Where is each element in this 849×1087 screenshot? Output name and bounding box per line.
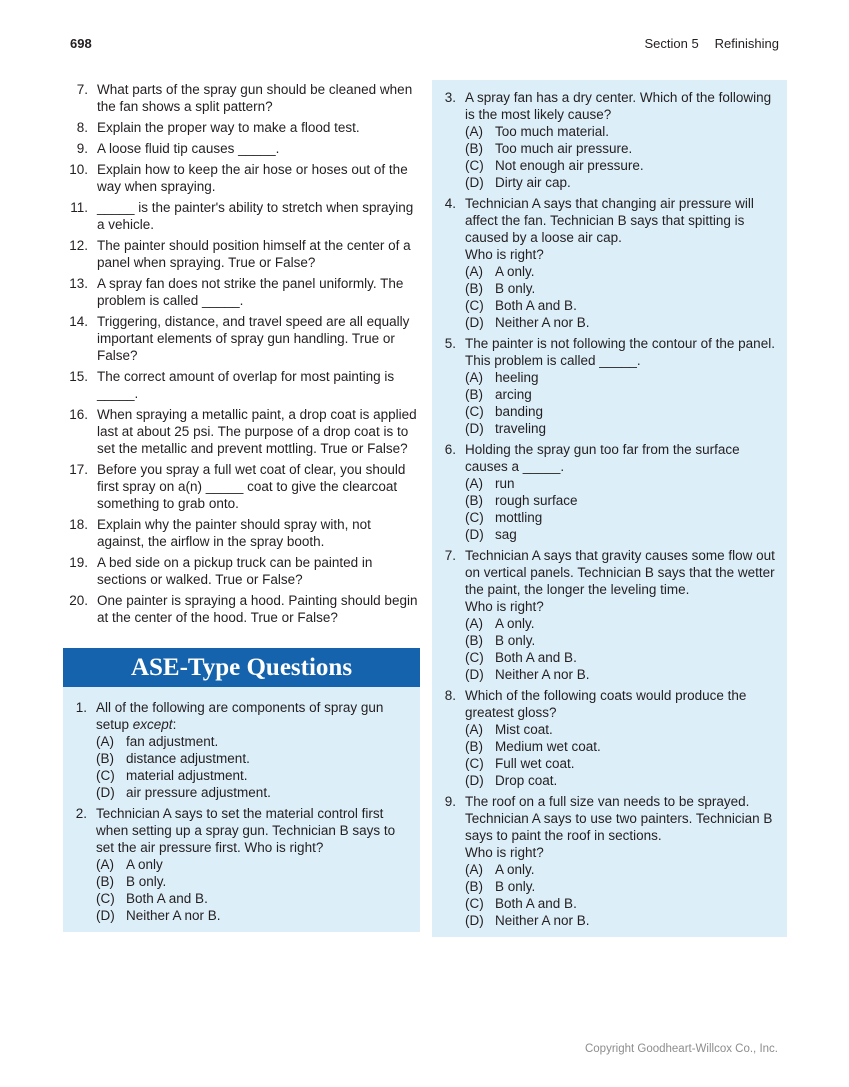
question-text: The correct amount of overlap for most painting is _____. [97,369,395,401]
answer-options [465,615,781,683]
answer-option [465,615,781,632]
option-text: Too much material. [495,124,610,139]
answer-option [465,738,781,755]
question-text: Technician A says that changing air pressure will affect the fan. Technician B says that spitting is caused by a loose air cap. Who is right? [465,196,754,262]
option-text: Neither A nor B. [495,913,590,928]
question-number: 15. [69,369,88,384]
question-body [97,275,420,309]
question-number: 7. [76,82,88,97]
question-number: 13. [69,276,88,291]
answer-options [96,733,412,801]
answer-options [465,721,781,789]
option-letter: (C) [465,896,484,911]
review-question [63,368,420,402]
option-text: traveling [495,421,547,436]
question-number: 6. [444,442,456,457]
question-body [465,441,781,543]
ase-question [438,441,781,543]
question-body [97,516,420,550]
review-question [63,461,420,512]
answer-option [465,912,781,929]
question-number: 1. [75,700,87,715]
question-number: 9. [444,794,456,809]
option-text: material adjustment. [126,768,248,783]
option-letter: (A) [465,264,483,279]
question-number: 2. [75,806,87,821]
question-body [465,195,781,331]
option-letter: (B) [465,633,483,648]
review-question [63,592,420,626]
question-body [96,699,412,801]
option-text: Mist coat. [495,722,553,737]
question-number: 8. [76,120,88,135]
question-text: A bed side on a pickup truck can be painted in sections or walked. True or False? [97,555,373,587]
question-text: The roof on a full size van needs to be sprayed. Technician A says to use two painters. Technician B says to paint the roof in sections. Who is right? [465,794,773,860]
option-letter: (C) [465,158,484,173]
answer-option [96,907,412,924]
option-text: distance adjustment. [126,751,250,766]
section-label: Section 5 [644,36,699,51]
answer-option [465,721,781,738]
option-letter: (D) [465,175,484,190]
answer-option [465,666,781,683]
option-text: Dirty air cap. [495,175,571,190]
option-text: Both A and B. [495,650,577,665]
answer-option [465,475,781,492]
question-body [97,199,420,233]
option-text: A only [126,857,163,872]
answer-option [465,772,781,789]
option-letter: (A) [465,616,483,631]
question-body [97,313,420,364]
question-number: 18. [69,517,88,532]
question-number: 12. [69,238,88,253]
question-body [96,805,412,924]
option-letter: (D) [96,908,115,923]
option-letter: (A) [96,734,114,749]
option-letter: (B) [465,879,483,894]
answer-option [465,403,781,420]
answer-option [465,263,781,280]
question-body [97,461,420,512]
answer-option [96,784,412,801]
option-text: Both A and B. [126,891,208,906]
answer-option [465,123,781,140]
option-letter: (C) [465,404,484,419]
question-text: The painter should position himself at the center of a panel when spraying. True or False? [97,238,411,270]
option-text: rough surface [495,493,578,508]
question-text: Triggering, distance, and travel speed are all equally important elements of spray gun handling. True or False? [97,314,410,363]
question-text: Explain why the painter should spray with, not against, the airflow in the spray booth. [97,517,371,549]
copyright-notice: Copyright Goodheart-Willcox Co., Inc. [584,1043,778,1055]
question-text: Explain the proper way to make a flood test. [97,120,360,135]
question-body [97,406,420,457]
ase-question [438,793,781,929]
option-letter: (C) [96,768,115,783]
question-text: Which of the following coats would produce the greatest gloss? [465,688,747,720]
ase-question [69,699,412,801]
question-body [465,89,781,191]
option-text: A only. [495,616,535,631]
option-letter: (B) [465,281,483,296]
answer-option [465,420,781,437]
option-text: Neither A nor B. [495,315,590,330]
question-text: A spray fan does not strike the panel uniformly. The problem is called _____. [97,276,404,308]
option-text: B only. [495,281,536,296]
option-letter: (D) [465,421,484,436]
question-text: Technician A says that gravity causes some flow out on vertical panels. Technician B says that the wetter the paint, the longer the leveling time. Who is right? [465,548,775,614]
ase-left-panel [63,687,420,932]
question-body [97,119,420,136]
option-text: fan adjustment. [126,734,219,749]
review-question [63,406,420,457]
option-letter: (D) [96,785,115,800]
answer-option [465,314,781,331]
review-question [63,199,420,233]
answer-options [465,861,781,929]
question-body [465,793,781,929]
answer-options [465,475,781,543]
option-letter: (B) [96,874,114,889]
option-letter: (D) [465,913,484,928]
question-text: All of the following are components of spray gun setup except: [96,700,384,732]
answer-option [96,890,412,907]
question-body [97,368,420,402]
review-question [63,275,420,309]
ase-question [438,335,781,437]
answer-option [465,861,781,878]
question-number: 19. [69,555,88,570]
answer-option [465,492,781,509]
option-text: air pressure adjustment. [126,785,271,800]
review-question [63,313,420,364]
review-questions-list [63,81,420,630]
question-number: 4. [444,196,456,211]
answer-option [465,140,781,157]
answer-option [465,157,781,174]
option-text: B only. [495,633,536,648]
answer-options [465,123,781,191]
answer-option [465,526,781,543]
option-letter: (D) [465,667,484,682]
review-question [63,119,420,136]
option-letter: (C) [96,891,115,906]
ase-question [438,195,781,331]
option-text: Neither A nor B. [126,908,221,923]
answer-option [465,649,781,666]
review-question [63,516,420,550]
option-letter: (B) [465,141,483,156]
answer-option [465,297,781,314]
question-body [465,335,781,437]
question-text: Explain how to keep the air hose or hoses out of the way when spraying. [97,162,408,194]
ase-right-panel [432,80,787,937]
option-text: banding [495,404,544,419]
question-body [97,237,420,271]
option-letter: (A) [96,857,114,872]
answer-option [96,873,412,890]
question-text: Before you spray a full wet coat of clear, you should first spray on a(n) _____ coat to give the clearcoat something to grab onto. [97,462,406,511]
answer-options [465,263,781,331]
ase-question [438,547,781,683]
option-text: Full wet coat. [495,756,575,771]
option-text: B only. [126,874,167,889]
option-letter: (B) [465,493,483,508]
option-text: A only. [495,862,535,877]
question-text: When spraying a metallic paint, a drop coat is applied last at about 25 psi. The purpose of a drop coat is to set the metallic and prevent mottling. True or False? [97,407,417,456]
answer-options [465,369,781,437]
option-text: Both A and B. [495,298,577,313]
question-number: 11. [70,200,88,215]
answer-option [96,750,412,767]
page-number: 698 [70,36,92,51]
question-body [465,687,781,789]
question-text: A loose fluid tip causes _____. [97,141,280,156]
answer-option [465,509,781,526]
option-letter: (A) [465,476,483,491]
question-text: Technician A says to set the material control first when setting up a spray gun. Technician B says to set the air pressure first. Who is right? [96,806,396,855]
question-text: A spray fan has a dry center. Which of the following is the most likely cause? [465,90,772,122]
review-question [63,140,420,157]
question-body [465,547,781,683]
question-body [97,81,420,115]
option-text: arcing [495,387,532,402]
option-text: A only. [495,264,535,279]
option-letter: (C) [465,756,484,771]
answer-option [465,755,781,772]
answer-option [465,632,781,649]
review-question [63,237,420,271]
ase-question [438,687,781,789]
option-letter: (A) [465,722,483,737]
review-question [63,554,420,588]
question-number: 20. [69,593,88,608]
option-letter: (C) [465,650,484,665]
option-text: mottling [495,510,543,525]
option-text: Both A and B. [495,896,577,911]
question-text: One painter is spraying a hood. Painting should begin at the center of the hood. True or False? [97,593,418,625]
answer-option [96,733,412,750]
ase-left-list [69,699,412,924]
option-letter: (B) [465,387,483,402]
chapter-title: Refinishing [714,36,779,51]
question-text: Holding the spray gun too far from the surface causes a _____. [465,442,740,474]
answer-option [465,878,781,895]
option-letter: (D) [465,773,484,788]
question-number: 14. [69,314,88,329]
running-head [644,36,779,51]
question-number: 10. [69,162,88,177]
option-text: Drop coat. [495,773,558,788]
answer-option [96,856,412,873]
option-text: sag [495,527,517,542]
ase-title: ASE-Type Questions [130,654,353,681]
question-body [97,140,420,157]
option-letter: (A) [465,124,483,139]
question-number: 5. [444,336,456,351]
ase-question [438,89,781,191]
question-text: The painter is not following the contour of the panel. This problem is called _____. [465,336,775,368]
answer-option [465,280,781,297]
option-letter: (A) [465,370,483,385]
option-text: Too much air pressure. [495,141,633,156]
answer-option [465,174,781,191]
question-number: 16. [69,407,88,422]
option-letter: (D) [465,315,484,330]
answer-option [96,767,412,784]
question-text: What parts of the spray gun should be cleaned when the fan shows a split pattern? [97,82,413,114]
question-number: 8. [444,688,456,703]
question-body [97,161,420,195]
answer-option [465,386,781,403]
answer-option [465,895,781,912]
question-number: 17. [69,462,88,477]
question-number: 3. [444,90,456,105]
answer-option [465,369,781,386]
option-letter: (C) [465,298,484,313]
option-letter: (B) [96,751,114,766]
review-question [63,161,420,195]
option-text: Medium wet coat. [495,739,601,754]
option-letter: (C) [465,510,484,525]
ase-right-list [438,89,781,929]
option-text: Not enough air pressure. [495,158,644,173]
answer-options [96,856,412,924]
question-number: 9. [76,141,88,156]
option-letter: (A) [465,862,483,877]
ase-banner [63,648,420,687]
option-text: B only. [495,879,536,894]
page-header [70,36,779,51]
question-text: _____ is the painter's ability to stretch when spraying a vehicle. [97,200,414,232]
option-text: Neither A nor B. [495,667,590,682]
review-question [63,81,420,115]
question-number: 7. [444,548,456,563]
option-letter: (B) [465,739,483,754]
option-letter: (D) [465,527,484,542]
question-body [97,554,420,588]
option-text: run [495,476,515,491]
option-text: heeling [495,370,539,385]
question-body [97,592,420,626]
ase-question [69,805,412,924]
